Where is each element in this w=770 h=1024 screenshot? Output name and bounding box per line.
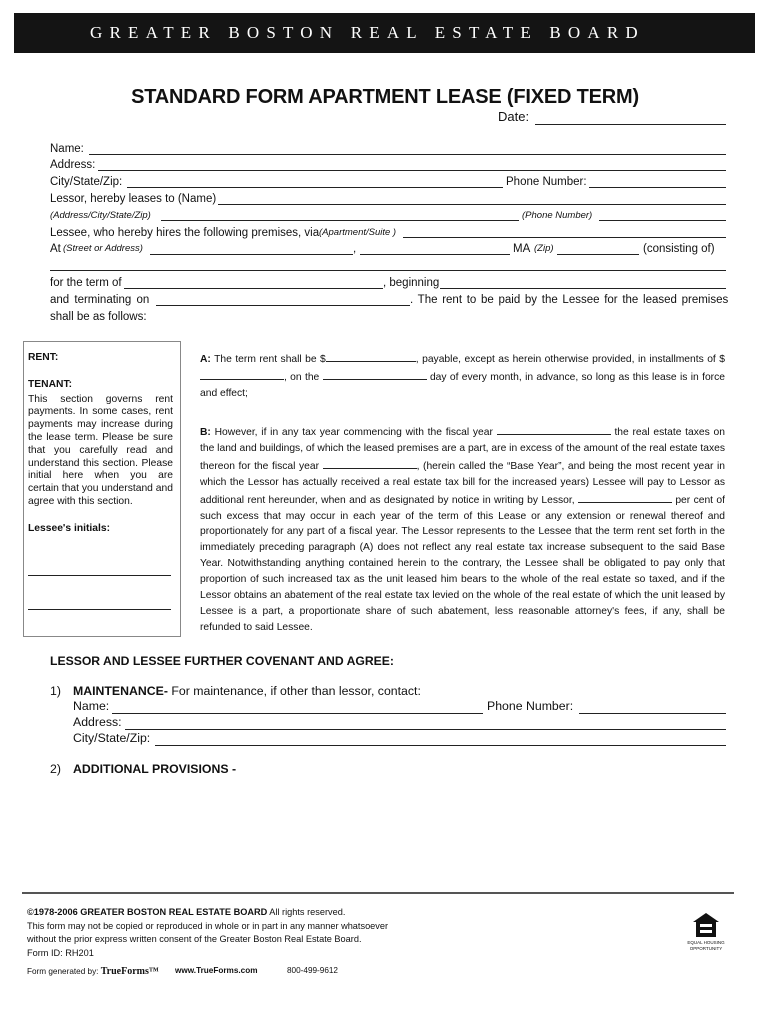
eho-text-2: OPPORTUNITY	[689, 945, 723, 951]
rent-heading: RENT:	[28, 352, 59, 363]
initials-field-1[interactable]	[28, 575, 171, 576]
name-field[interactable]	[89, 154, 726, 155]
rent-intro: . The rent to be paid by the Lessee for the leased premises	[410, 294, 729, 306]
initials-label: Lessee's initials:	[28, 522, 111, 534]
org-name: GREATER BOSTON REAL ESTATE BOARD	[90, 23, 645, 42]
installment-field[interactable]	[200, 368, 284, 380]
apt-hint: (Apartment/Suite )	[319, 227, 397, 238]
footer-line-3: without the prior express written consent of the Greater Boston Real Estate Board.	[27, 934, 362, 944]
term-label: for the term of	[50, 277, 122, 289]
clause-a-text-1: The term rent shall be $	[214, 354, 326, 365]
street-field[interactable]	[150, 254, 353, 255]
footer-divider	[22, 892, 734, 894]
street-hint: (Street or Address)	[63, 243, 143, 254]
clause-b	[200, 423, 725, 636]
city-label: City/State/Zip:	[50, 176, 123, 188]
terminating-label: and terminating on	[50, 294, 150, 306]
town-field[interactable]	[360, 254, 510, 255]
lessee-address-field[interactable]	[161, 220, 519, 221]
at-label: At	[50, 243, 61, 255]
generated-label: Form generated by:	[27, 967, 99, 976]
clause-b-label: B:	[200, 427, 211, 438]
trueforms-logo: TrueForms™	[100, 966, 159, 977]
rights: All rights reserved.	[269, 907, 346, 917]
phone-hint: (Phone Number)	[522, 210, 593, 221]
maint-name-field[interactable]	[112, 713, 483, 714]
tenant-text: This section governs rent payments. In some cases, rent payments may increase during the lease term. Please be sure that you carefully read and understand this section. Please initial here when you are certain that you understand and agree with this section.	[28, 393, 173, 507]
address-field[interactable]	[98, 170, 726, 171]
page-title: STANDARD FORM APARTMENT LEASE (FIXED TERM)	[131, 86, 639, 108]
percent-field[interactable]	[578, 491, 672, 503]
due-day-field[interactable]	[323, 368, 427, 380]
clause-a-text-2: , payable, except as herein otherwise provided, in installments of	[415, 354, 716, 365]
maint-city-label: City/State/Zip:	[73, 731, 151, 745]
follows-text: shall be as follows:	[50, 311, 147, 323]
zip-hint: (Zip)	[534, 243, 554, 254]
consisting-label: (consisting of)	[643, 243, 715, 255]
maint-phone-label: Phone Number:	[487, 699, 574, 713]
equal-housing-logo	[684, 912, 728, 951]
equal-housing-icon	[692, 912, 720, 938]
maint-city-field[interactable]	[155, 745, 726, 746]
beginning-field[interactable]	[440, 288, 726, 289]
term-rent-field[interactable]	[326, 350, 416, 362]
zip-field[interactable]	[557, 254, 639, 255]
city-field[interactable]	[127, 187, 503, 188]
lessor-label: Lessor, hereby leases to (Name)	[50, 193, 217, 205]
clause-b-text-3: , (herein called the “Base Year”, and being the most recent year in which the Lessor has actually received a real estate tax bill for the increased years) Lessee will pay to Lessor as additional rent hereunder, when and as designated by notice in writing by Lessor,	[200, 460, 725, 506]
additional-provisions-title: ADDITIONAL PROVISIONS -	[73, 762, 237, 776]
beginning-label: , beginning	[383, 277, 440, 289]
clause-a-label: A:	[200, 354, 211, 365]
copyright: ©1978-2006 GREATER BOSTON REAL ESTATE BOARD	[27, 907, 268, 917]
term-field[interactable]	[124, 288, 383, 289]
clause-b-text-1: However, if in any tax year commencing with the fiscal year	[214, 427, 493, 438]
address-city-hint: (Address/City/State/Zip)	[50, 210, 151, 221]
date-label: Date:	[498, 109, 530, 124]
clause-b-text-4: per cent of such excess that may occur in each year of the term of this Lease or any extension or renewal thereof and proportionately for any part of a fiscal year. The Lessor represents to the Lessee that the term rent set forth in the immediately preceding paragraph (A) does not reflect any real estate tax increase subsequent to the said Base Year. Notwithstanding anything contained herein to the contrary, the Lessee shall be obligated to pay only that proportion of such increased tax as the unit leased him bears to the whole of the real estate so taxed, and if the Lessor obtains an abatement of the real estate tax levied on the whole of the real estate of which the unit leased by Lessee is a part, a proportionate share of such abatement, less reasonable attorney's fees, if any, shall be refunded to said Lessee.	[200, 494, 725, 633]
fiscal-year-field[interactable]	[497, 423, 611, 435]
phone-label: Phone Number:	[506, 176, 587, 188]
clause-b-text-2: the real estate taxes on the land and buildings, of which the leased premises are a part, are in excess of the amount of the real estate taxes thereon for the fiscal year	[200, 427, 725, 472]
footer-line-2: This form may not be copied or reproduced in whole or in part in any manner whatsoever	[27, 920, 389, 931]
phone-field[interactable]	[589, 187, 726, 188]
tenant-heading: TENANT:	[28, 378, 73, 390]
footer-legal	[27, 906, 547, 960]
clause-a	[200, 350, 725, 402]
address-label: Address:	[50, 159, 96, 171]
item1-number: 1)	[50, 684, 61, 698]
comma: ,	[353, 243, 357, 255]
lessee-phone-field[interactable]	[599, 220, 726, 221]
website-link[interactable]: www.TrueForms.com	[175, 966, 258, 975]
form-id: Form ID: RH201	[27, 947, 94, 958]
maintenance-text: For maintenance, if other than lessor, contact:	[171, 684, 421, 698]
maint-phone-field[interactable]	[579, 713, 726, 714]
maint-address-field[interactable]	[125, 729, 726, 730]
base-year-field[interactable]	[323, 457, 417, 469]
lessee-name-field[interactable]	[218, 204, 726, 205]
name-label: Name:	[50, 143, 84, 155]
covenants-heading: LESSOR AND LESSEE FURTHER COVENANT AND AGREE:	[50, 654, 394, 668]
footer-phone: 800-499-9612	[287, 966, 338, 975]
apartment-field[interactable]	[403, 237, 726, 238]
clause-a-text-4: , on the	[284, 371, 320, 383]
ma-label: MA	[513, 243, 531, 255]
clause-a-text-6: force and effect;	[200, 371, 725, 399]
tenant-notice	[28, 352, 173, 536]
maintenance-title: MAINTENANCE-	[73, 684, 168, 698]
eho-text-1: EQUAL HOUSING	[687, 940, 725, 945]
clause-a-text-3: $	[719, 354, 725, 365]
initials-field-2[interactable]	[28, 609, 171, 610]
maint-address-label: Address:	[73, 715, 122, 729]
date-field[interactable]	[535, 124, 726, 125]
item2-number: 2)	[50, 762, 61, 776]
clause-a-text-5: day of every month, in advance, so long as this lease is in	[429, 371, 699, 383]
consisting-field[interactable]	[50, 270, 726, 271]
terminating-field[interactable]	[156, 305, 410, 306]
lessee-label: Lessee, who hereby hires the following premises, via	[50, 227, 320, 239]
header-banner	[14, 13, 755, 53]
generated-by	[27, 966, 159, 977]
maint-name-label: Name:	[73, 699, 110, 713]
maintenance-item	[73, 684, 421, 698]
